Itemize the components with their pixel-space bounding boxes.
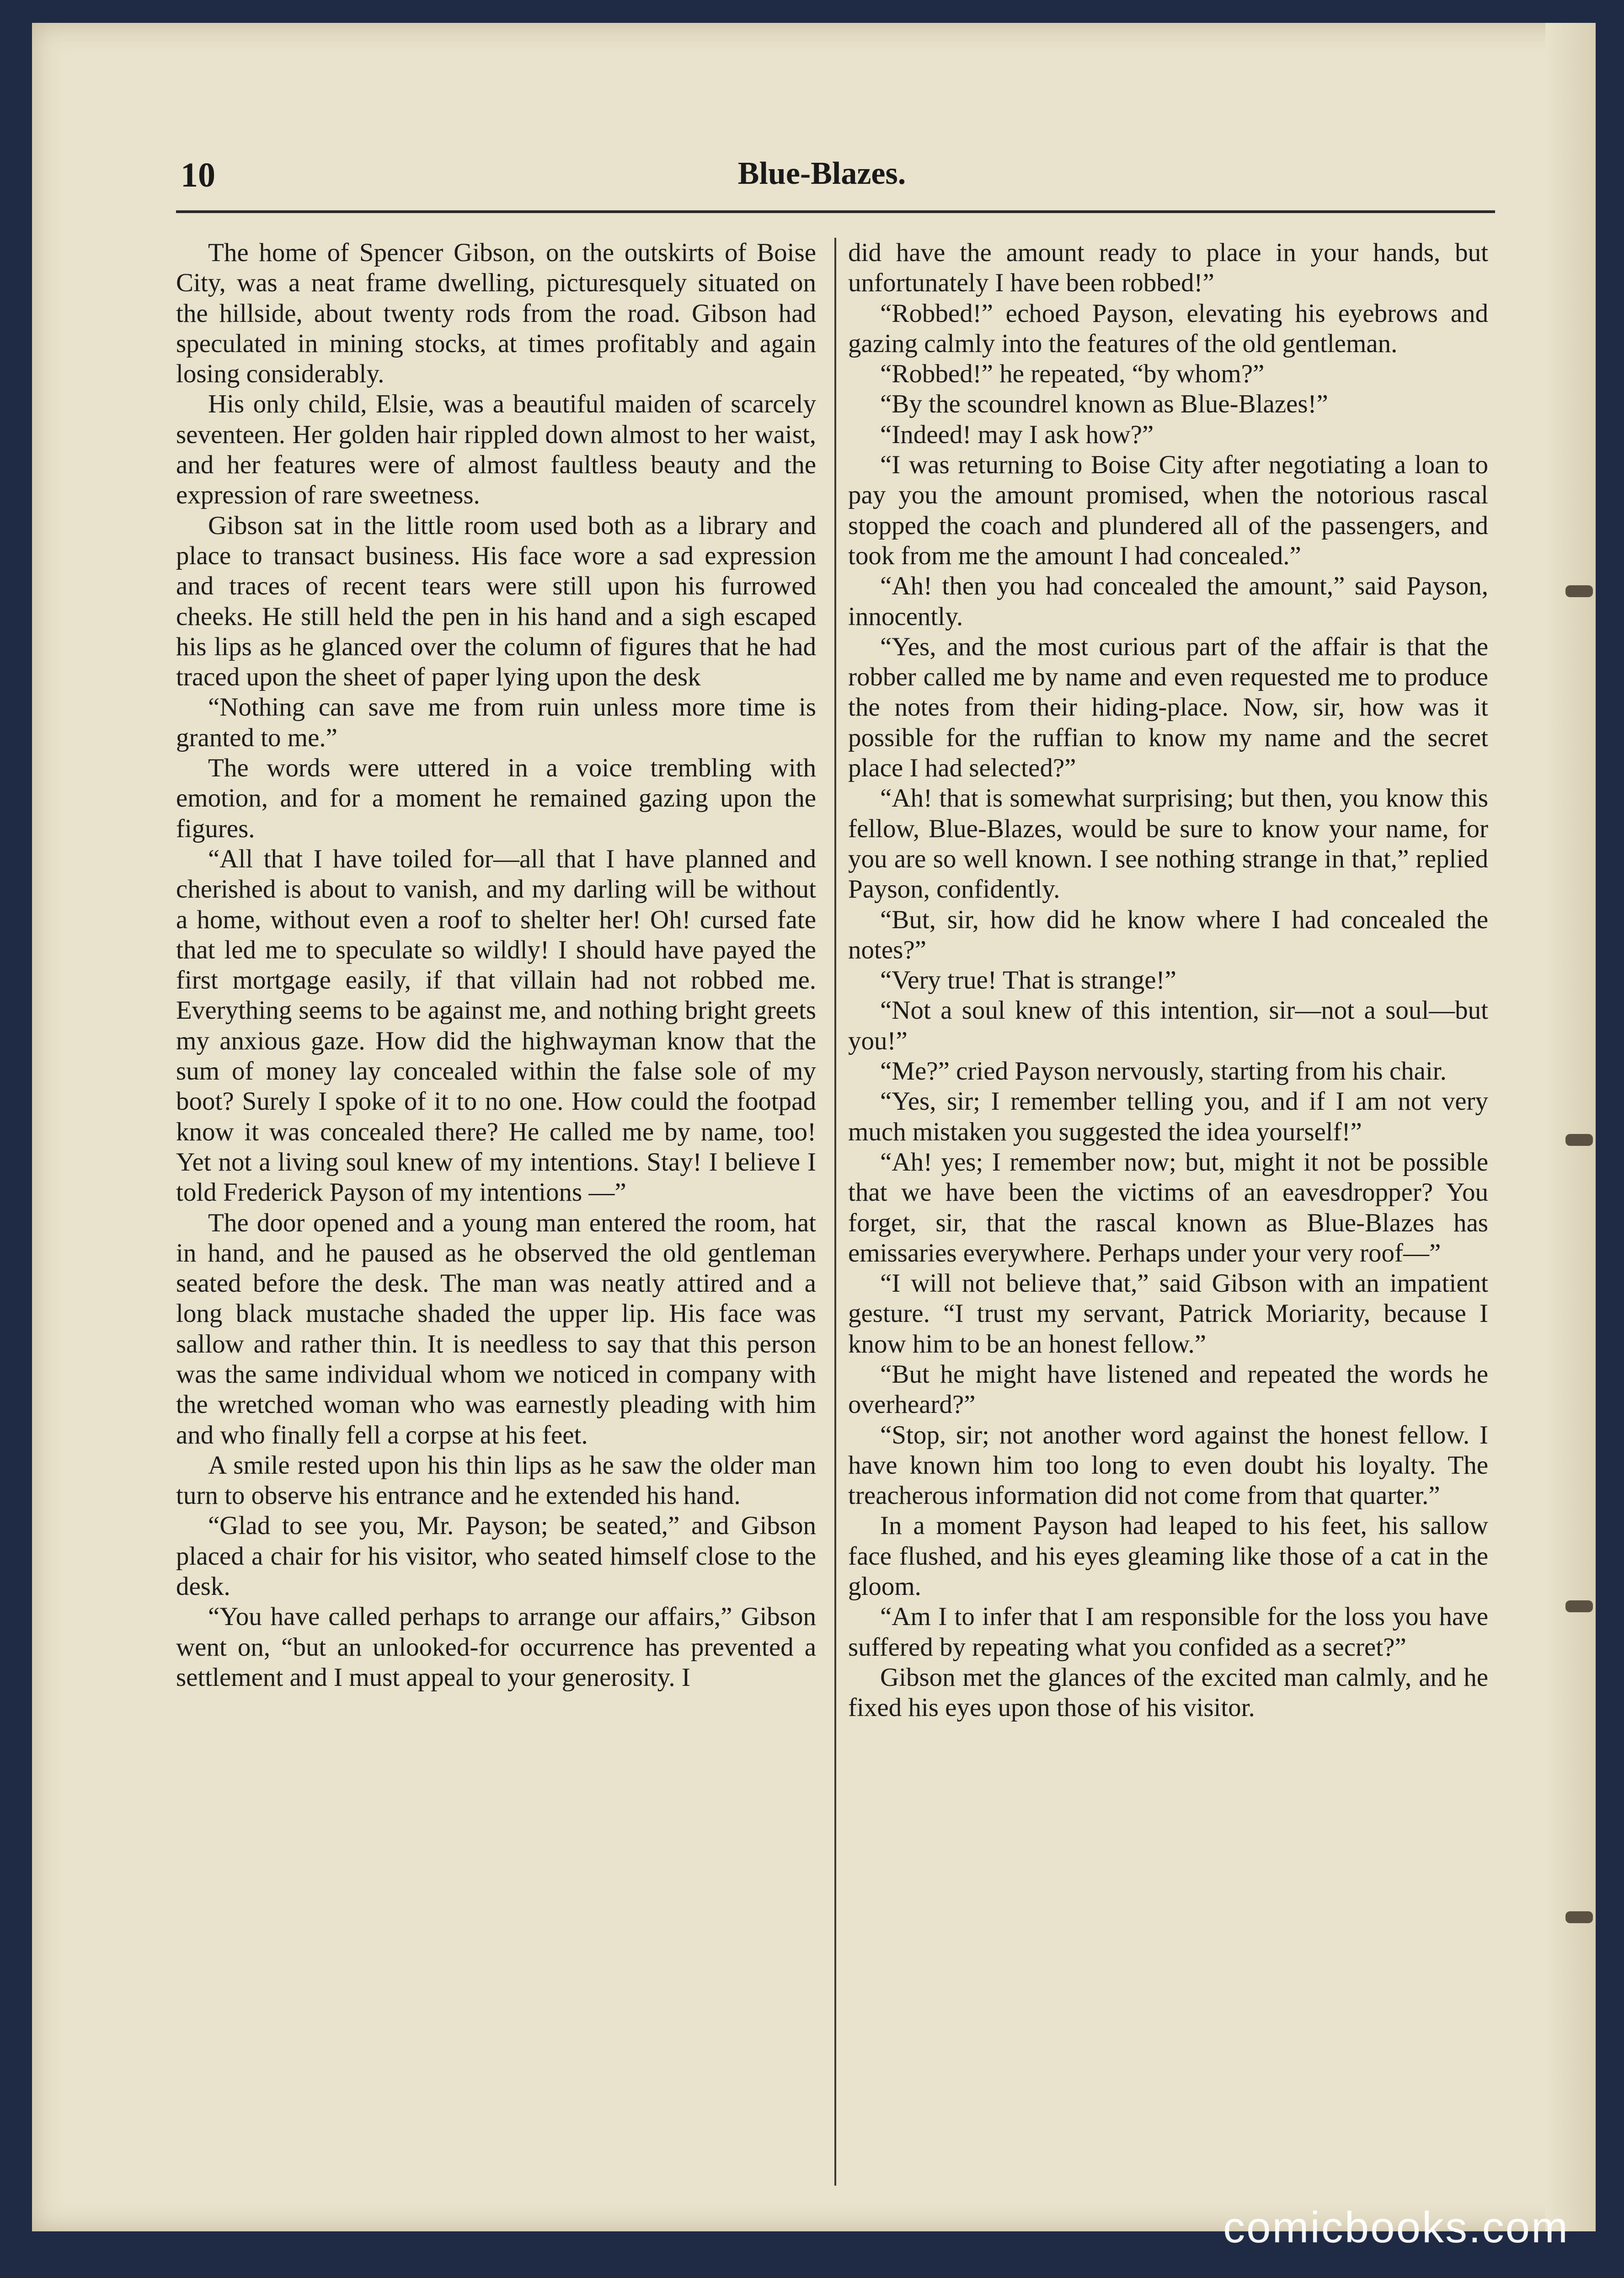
- paragraph: “But, sir, how did he know where I had concealed the notes?”: [848, 905, 1488, 964]
- magazine-page: [32, 23, 1596, 2231]
- paragraph: “Robbed!” he repeated, “by whom?”: [880, 359, 1265, 389]
- paragraph: “Not a soul knew of this intention, sir—not a soul—but you!”: [848, 996, 1488, 1055]
- column-divider: [834, 238, 836, 2186]
- paragraph: “By the scoundrel known as Blue-Blazes!”: [880, 390, 1328, 419]
- watermark: comicbooks.com: [1223, 2203, 1569, 2252]
- paragraph: “But he might have listened and repeated the words he overheard?”: [848, 1359, 1488, 1419]
- paragraph: In a moment Payson had leaped to his feet, his sallow face flushed, and his eyes gleaming like those of a cat in the gloom.: [848, 1511, 1488, 1601]
- page-number: 10: [181, 156, 215, 194]
- paragraph: “You have called perhaps to arrange our affairs,” Gibson went on, “but an unlooked-for occurrence has prevented a settlement and I must appeal to your generosity. I: [176, 1602, 816, 1692]
- paragraph: “I was returning to Boise City after negotiating a loan to pay you the amount promised, when the notorious rascal stopped the coach and plundered all of the passengers, and took from me the amount I had concealed.”: [848, 450, 1488, 570]
- binding-staple: [1565, 1600, 1593, 1612]
- header-rule: [176, 210, 1495, 213]
- paragraph: “All that I have toiled for—all that I have planned and cherished is about to vanish, and my darling will be without a home, without even a roof to shelter her! Oh! cursed fate that led me to speculate so wildly! I should have payed the first mortgage easily, if that villain had not robbed me. Everything seems to be against me, and nothing bright greets my anxious gaze. How did the highwayman know that the sum of money lay concealed within the false sole of my boot? Surely I spoke of it to no one. How could the footpad know it was concealed there? He called me by name, too! Yet not a living soul knew of my intentions. Stay! I believe I told Frederick Payson of my intentions —”: [176, 844, 816, 1207]
- paragraph: Gibson sat in the little room used both as a library and place to transact business. His face wore a sad expression and traces of recent tears were still upon his furrowed cheeks. He still held the pen in his hand and a sigh escaped his lips as he glanced over the column of figures that he had traced upon the sheet of paper lying upon the desk: [176, 511, 816, 692]
- paragraph: Gibson met the glances of the excited man calmly, and he fixed his eyes upon those of his visitor.: [848, 1663, 1488, 1722]
- paragraph: “Indeed! may I ask how?”: [880, 420, 1154, 449]
- binding-staple: [1565, 1134, 1593, 1146]
- paragraph: The words were uttered in a voice trembling with emotion, and for a moment he remained gazing upon the figures.: [176, 754, 816, 843]
- paragraph: “Very true! That is strange!”: [880, 966, 1176, 995]
- paragraph: The door opened and a young man entered the room, hat in hand, and he paused as he observed the old gentleman seated before the desk. The man was neatly attired and a long black mustache shaded the upper lip. His face was sallow and rather thin. It is needless to say that this person was the same individual whom we noticed in company with the wretched woman who was earnestly pleading with him and who finally fell a corpse at his feet.: [176, 1208, 816, 1449]
- paragraph: His only child, Elsie, was a beautiful maiden of scarcely seventeen. Her golden hair rippled down almost to her waist, and her features were of almost faultless beauty and the expression of rare sweetness.: [176, 390, 816, 510]
- paragraph: A smile rested upon his thin lips as he saw the older man turn to observe his entrance and he extended his hand.: [176, 1450, 816, 1510]
- binding-staple: [1565, 1911, 1593, 1923]
- right-column: [848, 238, 1488, 1723]
- paragraph: “Yes, sir; I remember telling you, and if I am not very much mistaken you suggested the idea yourself!”: [848, 1087, 1488, 1146]
- paragraph: “Yes, and the most curious part of the affair is that the robber called me by name and even requested me to produce the notes from their hiding-place. Now, sir, how was it possible for the ruffian to know my name and the secret place I had selected?”: [848, 632, 1488, 783]
- paragraph: did have the amount ready to place in your hands, but unfortunately I have been robbed!”: [848, 238, 1488, 298]
- paragraph: The home of Spencer Gibson, on the outskirts of Boise City, was a neat frame dwelling, picturesquely situated on the hillside, about twenty rods from the road. Gibson had speculated in mining stocks, at times profitably and again losing considerably.: [176, 238, 816, 389]
- paragraph: “Am I to infer that I am responsible for the loss you have suffered by repeating what you confided as a secret?”: [848, 1602, 1488, 1662]
- paragraph: “Ah! yes; I remember now; but, might it not be possible that we have been the victims of an eavesdropper? You forget, sir, that the rascal known as Blue-Blazes has emissaries everywhere. Perhaps under your very roof—”: [848, 1147, 1488, 1267]
- paragraph: “Nothing can save me from ruin unless more time is granted to me.”: [176, 693, 816, 752]
- paragraph: “Stop, sir; not another word against the honest fellow. I have known him too long to even doubt his loyalty. The treacherous information did not come from that quarter.”: [848, 1420, 1488, 1510]
- binding-staple: [1565, 585, 1593, 597]
- paragraph: “Robbed!” echoed Payson, elevating his eyebrows and gazing calmly into the features of the old gentleman.: [848, 299, 1488, 358]
- page-edge-shadow: [1545, 23, 1596, 2231]
- page-header: [149, 142, 1495, 210]
- paragraph: “Glad to see you, Mr. Payson; be seated,” and Gibson placed a chair for his visitor, who seated himself close to the desk.: [176, 1511, 816, 1601]
- paragraph: “Ah! that is somewhat surprising; but then, you know this fellow, Blue-Blazes, would be sure to know your name, for you are so well known. I see nothing strange in that,” replied Payson, confidently.: [848, 784, 1488, 904]
- paragraph: “I will not believe that,” said Gibson with an impatient gesture. “I trust my servant, Patrick Moriarity, because I know him to be an honest fellow.”: [848, 1269, 1488, 1358]
- left-column: [176, 238, 816, 1693]
- paragraph: “Ah! then you had concealed the amount,” said Payson, innocently.: [848, 572, 1488, 631]
- running-title: Blue-Blazes.: [737, 156, 906, 191]
- paragraph: “Me?” cried Payson nervously, starting from his chair.: [880, 1057, 1447, 1086]
